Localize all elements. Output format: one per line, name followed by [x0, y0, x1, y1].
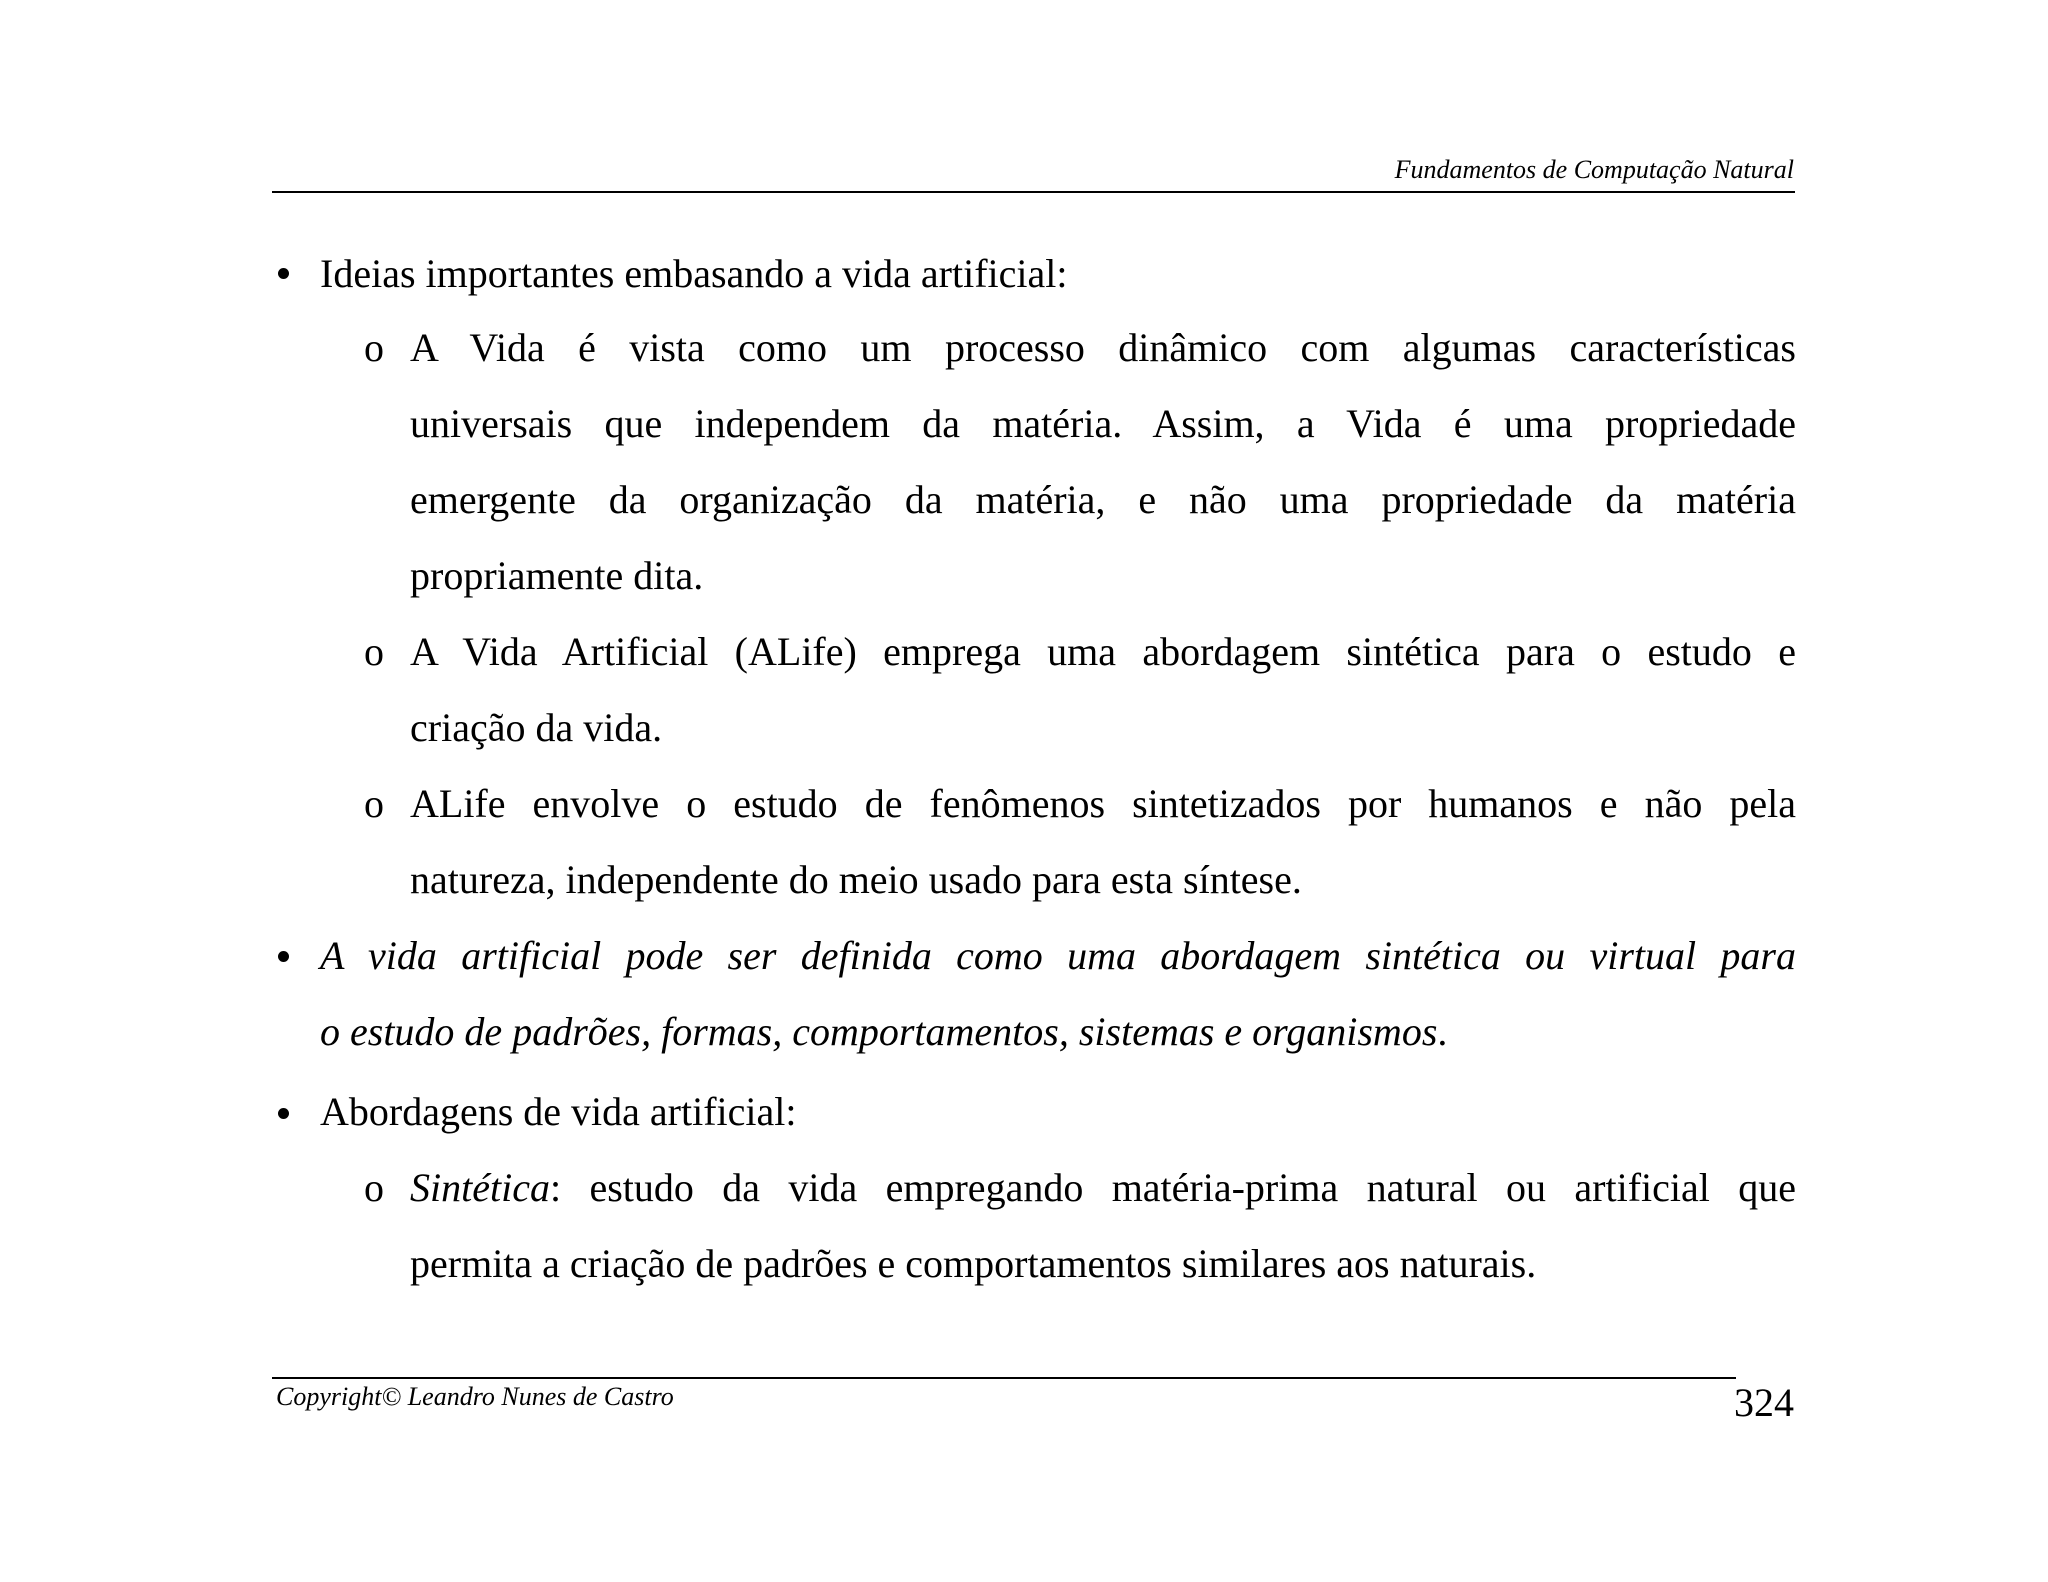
sub-1-line-4: propriamente dita. [410, 553, 704, 598]
footer-rule [272, 1377, 1736, 1379]
sub-bullet-marker: o [364, 1165, 384, 1210]
sub-1-line-3: emergente da organização da matéria, e não uma propriedade da matéria [410, 477, 1796, 522]
sub-2-line-1: A Vida Artificial (ALife) emprega uma abordagem sintética para o estudo e [410, 629, 1796, 674]
sub-4-line-2: permita a criação de padrões e comportamentos similares aos naturais. [410, 1241, 1537, 1286]
page-number: 324 [1734, 1380, 1794, 1425]
sub-4-line-1 [410, 1150, 1796, 1226]
sub-1-line-2: universais que independem da matéria. Assim, a Vida é uma propriedade [410, 401, 1796, 446]
sub-bullet-marker: o [364, 781, 384, 826]
copyright-notice: Copyright© Leandro Nunes de Castro [276, 1382, 674, 1411]
sub-1-line-1: A Vida é vista como um processo dinâmico com algumas características [410, 325, 1796, 370]
bullet-icon [278, 951, 289, 962]
definition-line-2 [320, 994, 1447, 1070]
sub-3-line-2: natureza, independente do meio usado para esta síntese. [410, 857, 1302, 902]
sub-2-line-2: criação da vida. [410, 705, 663, 750]
sub-3-line-1: ALife envolve o estudo de fenômenos sintetizados por humanos e não pela [410, 781, 1796, 826]
bullet-1-text: Ideias importantes embasando a vida artificial: [320, 251, 1068, 296]
term-sintetica: Sintética [410, 1165, 550, 1210]
bullet-3-text: Abordagens de vida artificial: [320, 1089, 797, 1134]
definition-line-1: A vida artificial pode ser definida como uma abordagem sintética ou virtual para [320, 933, 1796, 978]
header-rule [272, 191, 1795, 193]
sub-bullet-marker: o [364, 325, 384, 370]
bullet-icon [278, 1108, 289, 1119]
bullet-icon [278, 268, 289, 279]
definition-text: o estudo de padrões, formas, comportamentos, sistemas e organismos [320, 1009, 1438, 1054]
sub-4-line-1-rest: : estudo da vida empregando matéria-prima natural ou artificial que [549, 1165, 1796, 1210]
running-header: Fundamentos de Computação Natural [1394, 155, 1794, 184]
definition-period: . [1437, 1009, 1448, 1054]
sub-bullet-marker: o [364, 629, 384, 674]
